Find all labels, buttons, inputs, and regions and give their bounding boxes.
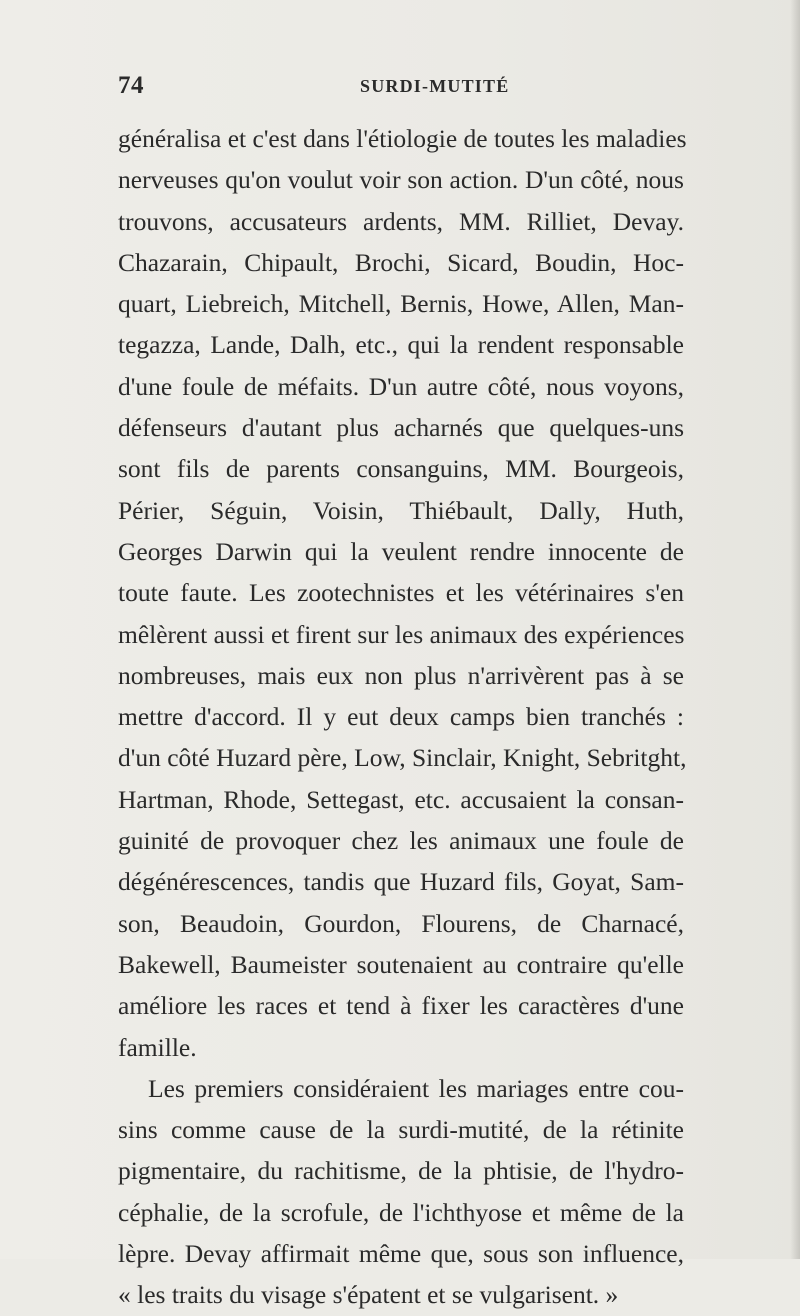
text-line: d'un côté Huzard père, Low, Sinclair, Knight, Sebritght, — [118, 743, 687, 773]
text-line: trouvons, accusateurs ardents, MM. Rilliet, Devay. — [118, 206, 684, 236]
running-title: SURDI-MUTITÉ — [360, 76, 510, 96]
page-number: 74 — [118, 72, 144, 99]
text-line: céphalie, de la scrofule, de l'ichthyose et même de la — [118, 1197, 684, 1227]
text-line: guinité de provoquer chez les animaux une foule de — [118, 826, 684, 856]
text-line: nerveuses qu'on voulut voir son action. D'un côté, nous — [118, 165, 684, 195]
paragraph-end-line: famille. — [118, 1032, 197, 1062]
text-line: dégénérescences, tandis que Huzard fils, Goyat, Sam- — [118, 867, 684, 897]
text-line: sont fils de parents consanguins, MM. Bourgeois, — [118, 454, 684, 484]
text-line: Bakewell, Baumeister soutenaient au contraire qu'elle — [118, 949, 684, 979]
text-line: Périer, Séguin, Voisin, Thiébault, Dally, Huth, — [118, 495, 684, 525]
text-line: améliore les races et tend à fixer les caractères d'une — [118, 991, 684, 1021]
text-line: mêlèrent aussi et firent sur les animaux des expériences — [118, 619, 685, 649]
text-line: défenseurs d'autant plus acharnés que quelques-uns — [118, 413, 684, 443]
page-header — [118, 72, 684, 102]
page-edge-shadow — [790, 0, 800, 1259]
text-line: toute faute. Les zootechnistes et les vétérinaires s'en — [118, 578, 684, 608]
body-text — [118, 118, 687, 1316]
text-line: lèpre. Devay affirmait même que, sous son influence, — [118, 1239, 684, 1269]
text-line: mettre d'accord. Il y eut deux camps bien tranchés : — [118, 702, 684, 732]
text-line: sins comme cause de la surdi-mutité, de la rétinite — [118, 1115, 684, 1145]
text-line: tegazza, Lande, Dalh, etc., qui la rendent responsable — [118, 330, 684, 360]
text-line: quart, Liebreich, Mitchell, Bernis, Howe, Allen, Man- — [118, 289, 684, 319]
text-line: d'une foule de méfaits. D'un autre côté, nous voyons, — [118, 371, 684, 401]
text-line: généralisa et c'est dans l'étiologie de toutes les maladies — [118, 124, 687, 153]
text-line: Hartman, Rhode, Settegast, etc. accusaient la consan- — [118, 784, 684, 814]
text-line: Georges Darwin qui la veulent rendre innocente de — [118, 536, 684, 566]
paragraph-end-line: « les traits du visage s'épatent et se vulgarisent. » — [118, 1280, 619, 1310]
text-line: pigmentaire, du rachitisme, de la phtisie, de l'hydro- — [118, 1156, 684, 1186]
paragraph-first-line: Les premiers considéraient les mariages entre cou- — [148, 1073, 684, 1103]
text-line: son, Beaudoin, Gourdon, Flourens, de Charnacé, — [118, 908, 684, 938]
text-line: Chazarain, Chipault, Brochi, Sicard, Boudin, Hoc- — [118, 247, 684, 277]
text-line: nombreuses, mais eux non plus n'arrivèrent pas à se — [118, 660, 684, 690]
